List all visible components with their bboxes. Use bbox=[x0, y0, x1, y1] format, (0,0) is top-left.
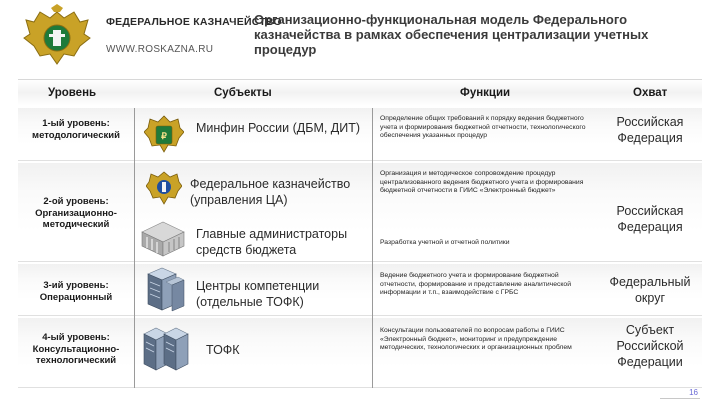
coverage-row-4: Субъект Российской Федерации bbox=[616, 323, 684, 369]
org-name: ФЕДЕРАЛЬНОЕ КАЗНАЧЕЙСТВО bbox=[106, 16, 282, 28]
building-icon bbox=[138, 216, 188, 258]
subject-chief-administrators: Главные администраторы средств бюджета bbox=[196, 227, 348, 257]
column-header-band bbox=[18, 79, 702, 106]
level-2-label: 2-ой уровень: Организационно-методический bbox=[35, 196, 117, 230]
page-number: 16 bbox=[689, 388, 698, 397]
column-header-coverage: Охват bbox=[633, 87, 668, 99]
footer-divider bbox=[660, 398, 700, 399]
server-cluster-icon bbox=[140, 324, 192, 374]
treasury-emblem-icon bbox=[146, 170, 182, 206]
function-row-2a: Организация и методическое сопровождение процедур централизованного ведения бюджетного учета и формирования бюджетной отчетности в ГИИС «Электронный бюджет» bbox=[380, 170, 584, 195]
minfin-emblem-icon bbox=[144, 114, 184, 154]
org-url: WWW.ROSKAZNA.RU bbox=[106, 44, 214, 55]
subject-treasury: Федеральное казначейство (управления ЦА) bbox=[190, 177, 351, 207]
coverage-row-2: Российская Федерация bbox=[616, 204, 684, 234]
level-4-label: 4-ый уровень: Консультационно-технологический bbox=[32, 332, 120, 366]
svg-text:₽: ₽ bbox=[161, 131, 167, 141]
coverage-row-1: Российская Федерация bbox=[616, 115, 684, 145]
function-row-3: Ведение бюджетного учета и формирование бюджетной отчетности, формирование и представление аналитической информации и т.п., взаимодействие с ГРБС bbox=[380, 272, 571, 297]
column-header-subjects: Субъекты bbox=[214, 87, 272, 99]
subject-competence-centers: Центры компетенции (отдельные ТОФК) bbox=[196, 279, 320, 309]
slide-title: Организационно-функциональная модель Федерального казначейства в рамках обеспечения централизации учетных процедур bbox=[254, 12, 649, 57]
column-header-functions: Функции bbox=[460, 87, 511, 99]
column-divider bbox=[372, 108, 373, 388]
column-header-level: Уровень bbox=[48, 87, 97, 99]
column-divider bbox=[134, 108, 135, 388]
coverage-row-3: Федеральный округ bbox=[609, 275, 691, 305]
subject-minfin: Минфин России (ДБМ, ДИТ) bbox=[196, 121, 361, 135]
treasury-emblem-icon bbox=[22, 4, 92, 72]
level-3-label: 3-ий уровень: Операционный bbox=[39, 280, 113, 303]
function-row-4: Консультации пользователей по вопросам работы в ГИИС «Электронный бюджет», мониторинг и предупреждение методических, технологических и организационных проблем bbox=[380, 327, 572, 352]
level-1-label: 1-ый уровень: методологический bbox=[32, 118, 120, 141]
function-row-2b: Разработка учетной и отчетной политики bbox=[380, 239, 510, 246]
server-cluster-icon bbox=[142, 266, 186, 314]
function-row-1: Определение общих требований к порядку ведения бюджетного учета и формирования бюджетной отчетности, технологического обеспечения указанных процедур bbox=[380, 115, 586, 140]
subject-tofk: ТОФК bbox=[206, 343, 240, 357]
